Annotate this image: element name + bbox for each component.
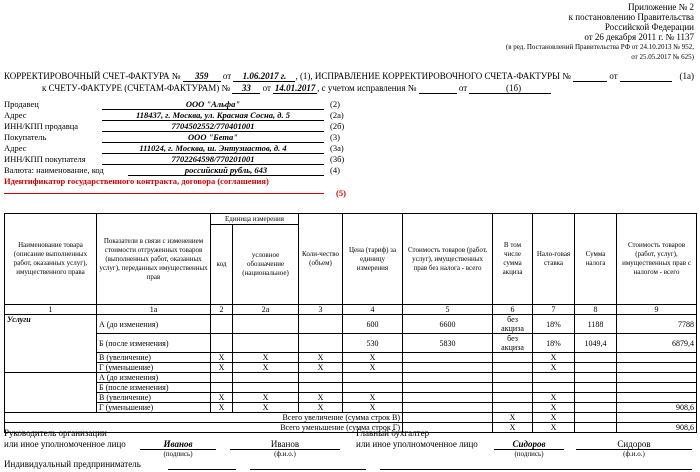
accountant-title-2: или иное уполномоченное лицо bbox=[356, 439, 478, 449]
cell-x: X bbox=[343, 393, 403, 403]
table-row bbox=[5, 393, 697, 403]
appendix-line: Приложение № 2 bbox=[628, 2, 694, 12]
field-value: российский рубль, 643 bbox=[128, 165, 324, 176]
title-line-2 bbox=[42, 83, 551, 94]
entrepreneur-label: Индивидуальный предприниматель bbox=[4, 459, 141, 469]
head-name: Иванов bbox=[230, 439, 340, 450]
cell-x: X bbox=[211, 403, 233, 413]
table-row bbox=[5, 373, 697, 383]
field-label: Валюта: наименование, код bbox=[4, 165, 104, 175]
invoice-number: 359 bbox=[183, 71, 221, 82]
cell-total: 908,6 bbox=[617, 423, 697, 433]
accountant-title: Главный бухгалтер bbox=[356, 428, 430, 438]
appendix-line: (в ред. Постановлений Правительства РФ от 24.10.2013 № 952, bbox=[505, 43, 694, 51]
field-value: ООО "Альфа" bbox=[102, 99, 324, 110]
cell-x: X bbox=[343, 353, 403, 363]
cell-tax: 1049,4 bbox=[575, 334, 617, 353]
field-label: Идентификатор государственного контракта, договора (соглашения) bbox=[4, 176, 269, 186]
cell-cost: 5830 bbox=[403, 334, 493, 353]
cell-cost: 6600 bbox=[403, 315, 493, 334]
cell-x: X bbox=[299, 393, 343, 403]
field-label: ИНН/КПП продавца bbox=[4, 121, 79, 131]
col-header-excise: В том числе сумма акциза bbox=[493, 214, 533, 305]
cell-x: X bbox=[533, 403, 575, 413]
accountant-signature-caption: (подпись) bbox=[514, 450, 544, 458]
cell-rate: 18% bbox=[533, 315, 575, 334]
col-header-code: код bbox=[211, 225, 233, 305]
total-decrease-label: Всего уменьшение (сумма строк Г) bbox=[5, 423, 403, 433]
base-invoice-date: 14.01.2017 bbox=[274, 83, 316, 93]
field-value: 118437, г. Москва, ул. Красная Сосна, д. 5 bbox=[102, 110, 324, 121]
field-code: (2) bbox=[330, 99, 340, 109]
col-header-cost: Стоимость товаров (работ, услуг), имущественных прав без налога - всего bbox=[403, 214, 493, 305]
column-number: 2а bbox=[233, 305, 299, 315]
row-label: А (до изменения) bbox=[97, 373, 211, 383]
column-number: 1а bbox=[97, 305, 211, 315]
field-value: 7702264598/770201001 bbox=[102, 154, 324, 165]
field-code: (4) bbox=[330, 165, 340, 175]
code-1b: (1б) bbox=[506, 83, 522, 93]
head-signature-caption: (подпись) bbox=[163, 450, 193, 458]
row-label: А (до изменения) bbox=[97, 315, 211, 334]
row-label: Б (после изменения) bbox=[97, 334, 211, 353]
cell-x: X bbox=[493, 423, 533, 433]
cell-x: X bbox=[533, 353, 575, 363]
field-label: ИНН/КПП покупателя bbox=[4, 154, 86, 164]
cell-price: 530 bbox=[343, 334, 403, 353]
cell-x: X bbox=[493, 413, 533, 423]
row-label: Б (после изменения) bbox=[97, 383, 211, 393]
cell-x: X bbox=[211, 363, 233, 373]
product-name: Услуги bbox=[5, 315, 97, 373]
cell-x: X bbox=[533, 413, 575, 423]
field-code: (5) bbox=[336, 188, 346, 198]
column-number: 7 bbox=[533, 305, 575, 315]
col-header-price: Цена (тариф) за единицу измерения bbox=[343, 214, 403, 305]
row-label: Г (уменьшение) bbox=[97, 363, 211, 373]
field-code: (3) bbox=[330, 132, 340, 142]
row-label: Г (уменьшение) bbox=[97, 403, 211, 413]
column-number: 6 bbox=[493, 305, 533, 315]
col-header-rate: Нало-говая ставка bbox=[533, 214, 575, 305]
column-number: 8 bbox=[575, 305, 617, 315]
accountant-name: Сидоров bbox=[576, 439, 692, 450]
column-number: 9 bbox=[617, 305, 697, 315]
col-header-indicators: Показатели в связи с изменением стоимости отгруженных товаров (выполненных работ, оказанных услуг), переданных имущественных прав bbox=[97, 214, 211, 305]
title-ot: от bbox=[609, 71, 618, 81]
col-header-qty: Коли-чество (объем) bbox=[299, 214, 343, 305]
field-label: Адрес bbox=[4, 143, 27, 153]
table-row bbox=[5, 334, 697, 353]
column-number: 2 bbox=[211, 305, 233, 315]
title-fix-label: , с учетом исправления № bbox=[317, 83, 417, 93]
cell-x: X bbox=[233, 393, 299, 403]
cell-x: X bbox=[299, 403, 343, 413]
table-row bbox=[5, 403, 697, 413]
table-row bbox=[5, 315, 697, 334]
row-label: В (увеличение) bbox=[97, 353, 211, 363]
cell-x: X bbox=[233, 403, 299, 413]
title-line-1 bbox=[4, 71, 672, 82]
field-value: ООО "Бета" bbox=[102, 132, 324, 143]
total-increase-row bbox=[5, 413, 697, 423]
cell-x: X bbox=[299, 363, 343, 373]
gov-contract-underline bbox=[4, 193, 324, 194]
column-numbers-row bbox=[5, 305, 697, 315]
cell-excise: без акциза bbox=[493, 334, 533, 353]
field-value: 111024, г. Москва, ш. Энтузиастов, д. 4 bbox=[102, 143, 324, 154]
table-row bbox=[5, 383, 697, 393]
title-ot: от bbox=[222, 71, 232, 81]
column-number: 5 bbox=[403, 305, 493, 315]
appendix-header bbox=[506, 2, 694, 62]
head-name-caption: (ф.и.о.) bbox=[274, 450, 296, 458]
cell-x: X bbox=[533, 423, 575, 433]
field-label: Покупатель bbox=[4, 132, 47, 142]
cell-rate: 18% bbox=[533, 334, 575, 353]
title-ot: от bbox=[262, 83, 271, 93]
appendix-line: Российской Федерации bbox=[604, 22, 694, 32]
table-row bbox=[5, 363, 697, 373]
head-title: Руководитель организации bbox=[4, 428, 107, 438]
entrepreneur-name-line bbox=[250, 469, 366, 470]
field-label: Адрес bbox=[4, 110, 27, 120]
cell-x: X bbox=[533, 363, 575, 373]
cell-x: X bbox=[233, 353, 299, 363]
cell-x: X bbox=[533, 393, 575, 403]
col-header-unit: Единица измерения bbox=[211, 214, 299, 225]
entrepreneur-signature-line bbox=[168, 469, 236, 470]
cell-price: 600 bbox=[343, 315, 403, 334]
head-signature: Иванов bbox=[140, 439, 216, 450]
cell-x: X bbox=[233, 363, 299, 373]
col-header-tax: Сумма налога bbox=[575, 214, 617, 305]
table-row bbox=[5, 353, 697, 363]
field-code: (2а) bbox=[330, 110, 344, 120]
field-code: (2б) bbox=[330, 121, 345, 131]
invoice-date: 1.06.2017 г. bbox=[233, 71, 295, 82]
col-header-symbol: условное обозначение (национальное) bbox=[233, 225, 299, 305]
title-label-2: к СЧЕТУ-ФАКТУРЕ (СЧЕТАМ-ФАКТУРАМ) № bbox=[42, 83, 231, 93]
column-number: 1 bbox=[5, 305, 97, 315]
cell-x: X bbox=[343, 403, 403, 413]
cell-excise: без акциза bbox=[493, 315, 533, 334]
row-label: В (увеличение) bbox=[97, 393, 211, 403]
cell-total: 908,6 bbox=[617, 403, 697, 413]
cell-x: X bbox=[211, 393, 233, 403]
field-label: Продавец bbox=[4, 99, 39, 109]
entrepreneur-cert-line bbox=[380, 469, 692, 470]
appendix-line: от 25.05.2017 № 625) bbox=[631, 53, 694, 61]
total-decrease-row bbox=[5, 423, 697, 433]
cell-x: X bbox=[299, 353, 343, 363]
head-title-2: или иное уполномоченное лицо bbox=[4, 439, 126, 449]
cell-total: 6879,4 bbox=[617, 334, 697, 353]
appendix-line: к постановлению Правительства bbox=[568, 12, 694, 22]
cell-tax: 1188 bbox=[575, 315, 617, 334]
appendix-line: от 26 декабря 2011 г. № 1137 bbox=[584, 32, 694, 42]
title-ot: от bbox=[458, 83, 468, 93]
title-correction-label: , (1), ИСПРАВЛЕНИЕ КОРРЕКТИРОВОЧНОГО СЧЕТА-ФАКТУРЫ № bbox=[295, 71, 571, 81]
accountant-name-caption: (ф.и.о.) bbox=[623, 450, 645, 458]
column-number: 3 bbox=[299, 305, 343, 315]
field-code: (3а) bbox=[330, 143, 344, 153]
field-code: (3б) bbox=[330, 154, 345, 164]
total-increase-label: Всего увеличение (сумма строк В) bbox=[5, 413, 403, 423]
invoice-table bbox=[4, 213, 697, 433]
cell-total: 7788 bbox=[617, 315, 697, 334]
cell-x: X bbox=[343, 363, 403, 373]
base-invoice-number: 33 bbox=[232, 83, 260, 94]
code-1a: (1а) bbox=[679, 71, 694, 81]
accountant-signature: Сидоров bbox=[494, 439, 564, 450]
col-header-name: Наименование товара (описание выполненных работ, оказанных услуг), имущественного права bbox=[5, 214, 97, 305]
column-number: 4 bbox=[343, 305, 403, 315]
title-label: КОРРЕКТИРОВОЧНЫЙ СЧЕТ-ФАКТУРА № bbox=[4, 71, 181, 81]
col-header-total: Стоимость товаров (работ, услуг), имущественных прав с налогом - всего bbox=[617, 214, 697, 305]
field-value: 7704502552/770401001 bbox=[102, 121, 324, 132]
cell-x: X bbox=[211, 353, 233, 363]
